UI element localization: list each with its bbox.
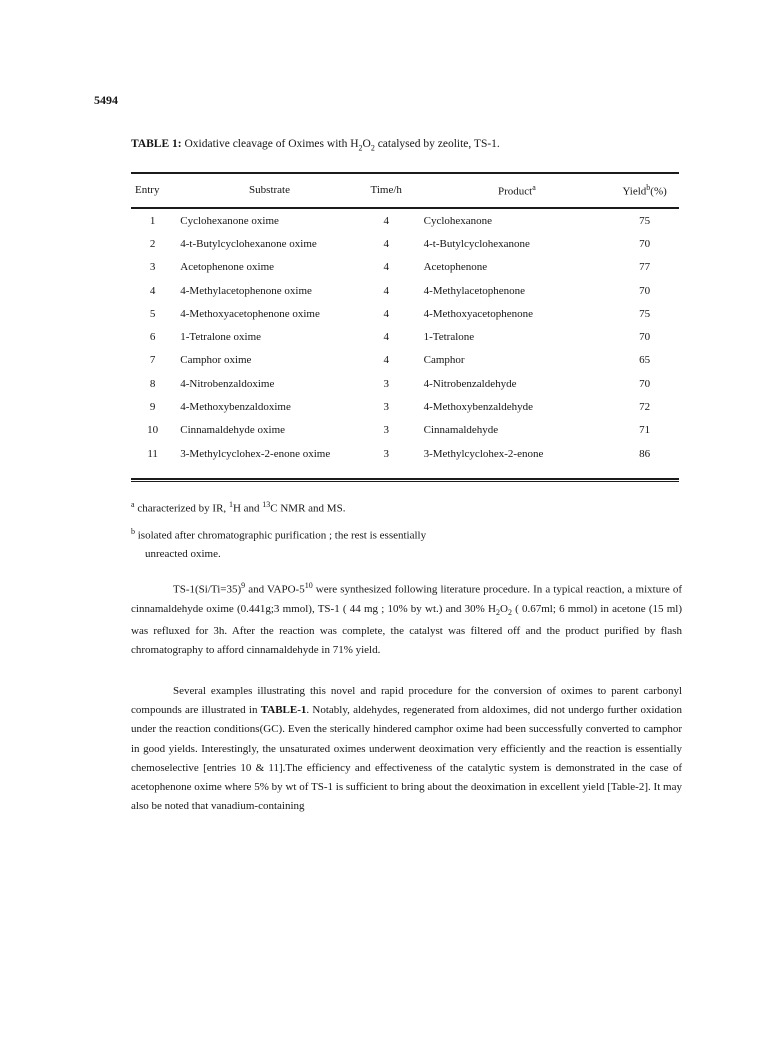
table-body xyxy=(131,205,679,465)
cell-entry: 5 xyxy=(149,307,156,320)
header-substrate: Substrate xyxy=(249,184,290,196)
paragraph-text: ( 0.67ml; 6 mmol) in acetone (15 ml) was refluxed for 3h. After the reaction was complete, the catalyst was filtered off and the product purified by flash chromatography to afford cinnamaldehyde in 71% yield. xyxy=(131,602,682,657)
cell-product: Acetophenone xyxy=(423,261,488,274)
cell-product: 4-Nitrobenzaldehyde xyxy=(423,377,517,390)
cell-entry: 11 xyxy=(147,447,158,460)
cell-entry: 3 xyxy=(149,261,156,274)
table-caption xyxy=(131,138,500,152)
table-row xyxy=(131,256,679,279)
cell-yield: 70 xyxy=(639,237,651,250)
table-row xyxy=(131,349,679,372)
footnote-sup: 1 xyxy=(228,500,233,509)
caption-text-before: Oxidative cleavage of Oximes with H xyxy=(184,138,359,150)
footnote-text: H and xyxy=(232,502,260,515)
formula-subscript: 2 xyxy=(507,608,512,618)
header-entry: Entry xyxy=(135,184,160,196)
cell-time: 4 xyxy=(383,354,389,367)
table-label: TABLE 1: xyxy=(131,138,182,150)
table xyxy=(131,175,679,465)
cell-entry: 9 xyxy=(149,401,156,414)
caption-text-mid: O xyxy=(362,138,371,150)
table-row xyxy=(131,442,679,465)
paragraph-text: TS-1(Si/Ti=35) xyxy=(173,583,242,596)
cell-yield: 71 xyxy=(639,424,651,437)
header-product-label: Product xyxy=(498,185,533,198)
caption-subscript: 2 xyxy=(358,143,363,153)
cell-substrate: Camphor oxime xyxy=(180,354,252,367)
cell-time: 3 xyxy=(383,424,389,437)
cell-substrate: 4-t-Butylcyclohexanone oxime xyxy=(180,237,317,250)
cell-substrate: Cyclohexanone oxime xyxy=(180,214,279,227)
cell-time: 4 xyxy=(383,237,389,250)
page-number: 5494 xyxy=(94,93,118,107)
cell-substrate: 4-Methoxyacetophenone oxime xyxy=(180,307,320,320)
cell-time: 3 xyxy=(383,447,389,460)
cell-entry: 8 xyxy=(149,377,156,390)
header-yield-sup: b xyxy=(646,182,651,192)
cell-product: 4-Methoxybenzaldehyde xyxy=(423,401,533,414)
cell-entry: 7 xyxy=(149,354,156,367)
header-yield xyxy=(610,175,679,205)
table-row xyxy=(131,325,679,348)
cell-time: 4 xyxy=(383,214,389,227)
cell-entry: 4 xyxy=(149,284,156,297)
cell-yield: 70 xyxy=(639,331,651,344)
cell-substrate: 1-Tetralone oxime xyxy=(180,331,262,344)
cell-time: 4 xyxy=(383,331,389,344)
cell-substrate: 3-Methylcyclohex-2-enone oxime xyxy=(180,447,331,460)
table-top-rule xyxy=(131,172,679,174)
cell-substrate: Acetophenone oxime xyxy=(180,261,275,274)
cell-time: 3 xyxy=(383,401,389,414)
paragraph-text: were synthesized following literature procedure. In a typical reaction, a mixture of cinnamaldehyde oxime (0.441g;3 mmol), TS-1 ( 44 mg ; 10% by wt.) and 30% H xyxy=(131,583,682,615)
table-bottom-rule xyxy=(131,478,679,480)
table-row xyxy=(131,205,679,232)
header-yield-label: Yield xyxy=(622,185,647,198)
footnote-b xyxy=(131,523,551,563)
caption-text-after: catalysed by zeolite, TS-1. xyxy=(377,138,500,150)
cell-time: 4 xyxy=(383,284,389,297)
reference-sup: 10 xyxy=(304,581,313,590)
paragraph-text: and VAPO-5 xyxy=(245,583,305,596)
cell-yield: 86 xyxy=(639,447,651,460)
reference-sup: 9 xyxy=(241,581,246,590)
cell-product: 4-Methoxyacetophenone xyxy=(423,307,533,320)
paragraph-text: Several examples illustrating this novel and rapid procedure for the conversion of oximes to parent carbonyl compounds are illustrated in xyxy=(131,685,682,717)
table-bottom-rule xyxy=(131,481,679,482)
table-row xyxy=(131,232,679,255)
cell-product: 4-t-Butylcyclohexanone xyxy=(423,237,530,250)
body-paragraph-1 xyxy=(131,576,682,661)
cell-product: 4-Methylacetophenone xyxy=(423,284,526,297)
table-row xyxy=(131,419,679,442)
cell-yield: 70 xyxy=(639,284,651,297)
cell-entry: 10 xyxy=(147,424,159,437)
paragraph-text: . Notably, aldehydes, regenerated from aldoximes, did not undergo further oxidation under the reaction conditions(GC). Even the sterically hindered camphor oxime had been successfully converted to camphor in good yields. Interestingly, the unsaturated oximes underwent deoximation very efficiently and the reaction is essentially chemoselective [entries 10 & 11].The efficiency and effectiveness of the catalytic system is demonstrated in the case of acetophenone oxime where 5% by wt of TS-1 is sufficient to bring about the deoximation in excellent yield [Table-2]. It may also be noted that vanadium-containing xyxy=(131,704,682,813)
cell-product: 3-Methylcyclohex-2-enone xyxy=(423,447,544,460)
cell-yield: 75 xyxy=(639,307,651,320)
table-reference: TABLE-1 xyxy=(260,704,307,717)
footnote-mark: b xyxy=(131,527,135,536)
footnote-text: unreacted oxime. xyxy=(145,547,221,560)
cell-entry: 6 xyxy=(149,331,156,344)
table-row xyxy=(131,279,679,302)
cell-yield: 77 xyxy=(639,261,651,274)
cell-yield: 72 xyxy=(639,401,651,414)
cell-time: 3 xyxy=(383,377,389,390)
cell-product: Cyclohexanone xyxy=(423,214,493,227)
cell-product: Cinnamaldehyde xyxy=(423,424,499,437)
formula-subscript: 2 xyxy=(495,608,500,618)
table-row xyxy=(131,395,679,418)
cell-time: 4 xyxy=(383,307,389,320)
cell-substrate: Cinnamaldehyde oxime xyxy=(180,424,286,437)
caption-subscript: 2 xyxy=(370,143,375,153)
footnote-a xyxy=(131,500,345,515)
body-paragraph-2 xyxy=(131,682,682,816)
header-yield-unit: (%) xyxy=(650,185,667,198)
cell-yield: 70 xyxy=(639,377,651,390)
cell-entry: 2 xyxy=(149,237,156,250)
table-row xyxy=(131,372,679,395)
header-time: Time/h xyxy=(370,184,402,196)
cell-yield: 75 xyxy=(639,214,651,227)
table-header-row xyxy=(131,175,679,205)
cell-yield: 65 xyxy=(639,354,651,367)
cell-entry: 1 xyxy=(149,214,156,227)
cell-substrate: 4-Methoxybenzaldoxime xyxy=(180,401,291,414)
header-product xyxy=(414,175,611,205)
cell-substrate: 4-Methylacetophenone oxime xyxy=(180,284,312,297)
paragraph-text: O xyxy=(499,602,508,615)
header-product-sup: a xyxy=(532,182,536,192)
cell-product: Camphor xyxy=(423,354,465,367)
footnote-sup: 13 xyxy=(262,500,271,509)
footnote-text: C NMR and MS. xyxy=(270,502,346,515)
footnote-mark: a xyxy=(131,500,135,509)
footnote-text: characterized by IR, xyxy=(137,502,227,515)
table-row xyxy=(131,302,679,325)
cell-time: 4 xyxy=(383,261,389,274)
footnote-text: isolated after chromatographic purification ; the rest is essentially xyxy=(137,529,427,542)
cell-product: 1-Tetralone xyxy=(423,331,475,344)
cell-substrate: 4-Nitrobenzaldoxime xyxy=(180,377,275,390)
